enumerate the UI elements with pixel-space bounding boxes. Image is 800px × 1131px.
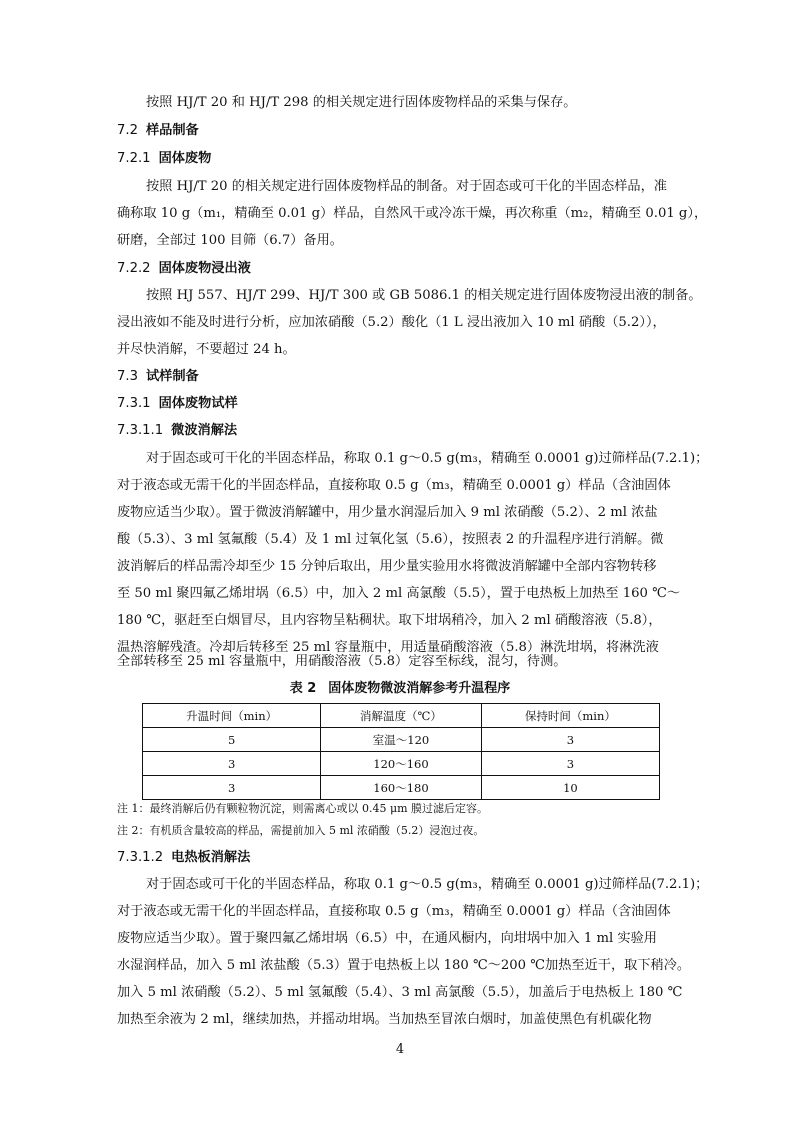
table-row (143, 728, 660, 752)
table-caption-title: 固体废物微波消解参考升温程序 (328, 681, 511, 696)
paragraph-line: 按照 HJ/T 20 和 HJ/T 298 的相关规定进行固体废物样品的采集与保存。 (146, 95, 577, 110)
paragraph-line: 180 ℃，驱赶至白烟冒尽，且内容物呈粘稠状。取下坩埚稍冷，加入 2 ml 硝酸溶液（5.8）， (117, 613, 662, 628)
paragraph-line: 按照 HJ/T 20 的相关规定进行固体废物样品的制备。对于固态或可干化的半固态样品，准 (146, 179, 667, 194)
table-cell: 3 (481, 728, 659, 752)
section-heading-7-3-1-1 (117, 418, 237, 444)
section-number: 7.3.1.1 (117, 423, 164, 438)
table-cell: 5 (143, 728, 321, 752)
section-heading-7-2 (117, 118, 199, 144)
table-cell: 120～160 (321, 752, 482, 776)
section-heading-7-3 (117, 364, 199, 390)
paragraph-line: 水湿润样品，加入 5 ml 浓盐酸（5.3）置于电热板上以 180 ℃～200 ℃加热至近干，取下稍冷。 (117, 958, 691, 973)
paragraph-line: 废物应适当少取）。置于聚四氟乙烯坩埚（6.5）中，在通风橱内，向坩埚中加入 1 ml 实验用 (117, 931, 657, 946)
section-title: 微波消解法 (171, 423, 238, 438)
section-number: 7.3.1 (117, 396, 151, 411)
table-row (143, 776, 660, 800)
column-header: 消解温度（℃） (321, 704, 482, 728)
table-cell: 10 (481, 776, 659, 800)
paragraph-line: 对于液态或无需干化的半固态样品，直接称取 0.5 g（m₃，精确至 0.0001 g）样品（含油固体 (117, 904, 671, 919)
section-number: 7.2.1 (117, 151, 151, 166)
section-title: 固体废物试样 (158, 396, 238, 411)
table-caption (0, 677, 800, 696)
paragraph-line: 至 50 ml 聚四氟乙烯坩埚（6.5）中，加入 2 ml 高氯酸（5.5），置于电热板上加热至 160 ℃～ (117, 586, 681, 601)
paragraph-line: 浸出液如不能及时进行分析，应加浓硝酸（5.2）酸化（1 L 浸出液加入 10 ml 硝酸（5.2））， (117, 315, 666, 330)
section-number: 7.3.1.2 (117, 850, 164, 865)
paragraph-line: 加热至余液为 2 ml，继续加热，并摇动坩埚。当加热至冒浓白烟时，加盖使黑色有机碳化物 (117, 1012, 652, 1027)
section-title: 固体废物 (158, 151, 212, 166)
column-header: 保持时间（min） (481, 704, 659, 728)
table-cell: 3 (143, 776, 321, 800)
section-heading-7-3-1-2 (117, 845, 250, 871)
section-title: 样品制备 (145, 123, 199, 138)
section-title: 电热板消解法 (171, 850, 251, 865)
table-note-2: 注 2：有机质含量较高的样品，需提前加入 5 ml 浓硝酸（5.2）浸泡过夜。 (117, 824, 485, 837)
column-header: 升温时间（min） (143, 704, 321, 728)
table-row (143, 752, 660, 776)
page-number: 4 (395, 1042, 405, 1057)
section-number: 7.2.2 (117, 261, 151, 276)
section-number: 7.2 (117, 123, 138, 138)
table-cell: 160～180 (321, 776, 482, 800)
section-heading-7-2-2 (117, 256, 251, 282)
section-title: 试样制备 (145, 369, 199, 384)
table-caption-number: 表 2 (289, 681, 317, 696)
table-cell: 室温～120 (321, 728, 482, 752)
paragraph-line: 全部转移至 25 ml 容量瓶中，用硝酸溶液（5.8）定容至标线，混匀，待测。 (117, 654, 567, 669)
heating-program-table (142, 703, 660, 800)
paragraph-line: 波消解后的样品需冷却至少 15 分钟后取出，用少量实验用水将微波消解罐中全部内容物转移 (117, 559, 657, 574)
paragraph-line: 温热溶解残渣。冷却后转移至 25 ml 容量瓶中，用适量硝酸溶液（5.8）淋洗坩埚，将淋洗液 (117, 640, 659, 655)
paragraph-line: 并尽快消解，不要超过 24 h。 (117, 342, 296, 357)
table-cell: 3 (143, 752, 321, 776)
paragraph-line: 加入 5 ml 浓硝酸（5.2）、5 ml 氢氟酸（5.4）、3 ml 高氯酸（5.5），加盖后于电热板上 180 ℃ (117, 985, 683, 1000)
section-title: 固体废物浸出液 (158, 261, 251, 276)
paragraph-line: 对于液态或无需干化的半固态样品，直接称取 0.5 g（m₃，精确至 0.0001 g）样品（含油固体 (117, 478, 671, 493)
table-cell: 3 (481, 752, 659, 776)
paragraph-line: 按照 HJ 557、HJ/T 299、HJ/T 300 或 GB 5086.1 的相关规定进行固体废物浸出液的制备。 (146, 288, 702, 303)
paragraph-line: 研磨，全部过 100 目筛（6.7）备用。 (117, 233, 343, 248)
paragraph-line: 确称取 10 g（m₁，精确至 0.01 g）样品，自然风干或冷冻干燥，再次称重（m₂，精确至 0.01 g）， (117, 206, 708, 221)
section-number: 7.3 (117, 369, 138, 384)
paragraph-line: 酸（5.3）、3 ml 氢氟酸（5.4）及 1 ml 过氧化氢（5.6），按照表 2 的升温程序进行消解。微 (117, 532, 664, 547)
paragraph-line: 废物应适当少取）。置于微波消解罐中，用少量水润湿后加入 9 ml 浓硝酸（5.2）、2 ml 浓盐 (117, 505, 658, 520)
section-heading-7-2-1 (117, 146, 211, 172)
table-note-1: 注 1：最终消解后仍有颗粒物沉淀，则需离心或以 0.45 μm 膜过滤后定容。 (117, 802, 489, 815)
table-header-row (143, 704, 660, 728)
section-heading-7-3-1 (117, 391, 238, 417)
paragraph-line: 对于固态或可干化的半固态样品，称取 0.1 g～0.5 g(m₃，精确至 0.0001 g)过筛样品(7.2.1)； (146, 877, 709, 892)
paragraph-line: 对于固态或可干化的半固态样品，称取 0.1 g～0.5 g(m₃，精确至 0.0001 g)过筛样品(7.2.1)； (146, 451, 709, 466)
